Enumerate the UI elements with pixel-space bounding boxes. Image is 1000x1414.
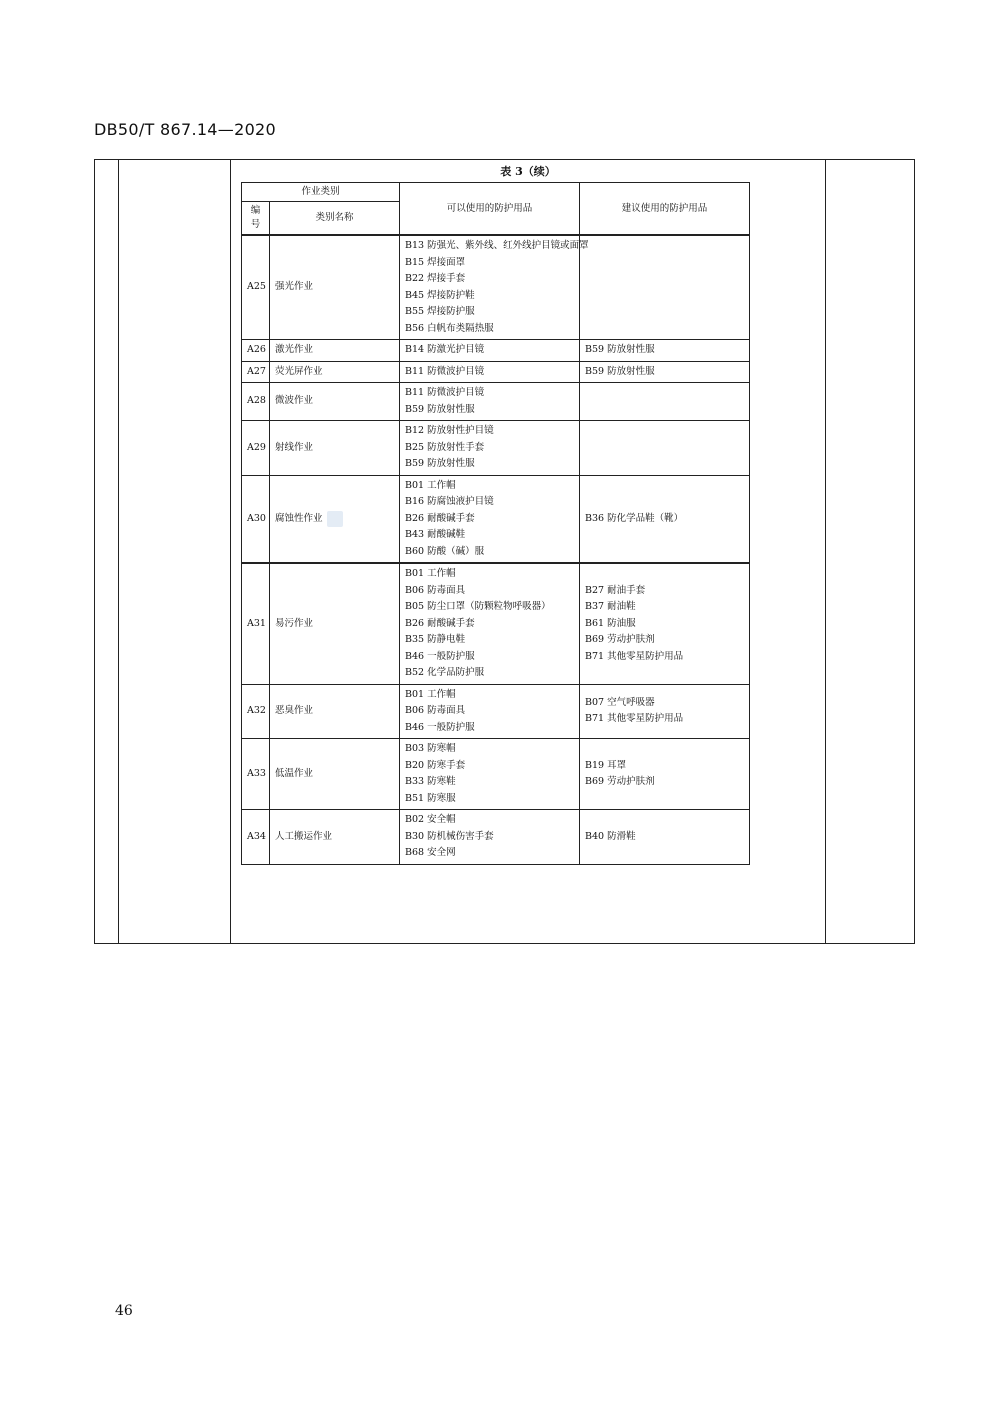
table-row <box>242 810 750 865</box>
row-usable-items <box>400 684 580 739</box>
recommended-item: B36 防化学品鞋（靴） <box>585 512 684 524</box>
usable-item: B56 白帆布类隔热服 <box>405 322 494 334</box>
usable-item: B33 防寒鞋 <box>405 776 456 787</box>
row-recommended-items <box>580 421 750 476</box>
usable-item: B06 防毒面具 <box>405 584 466 596</box>
recommended-item: B71 其他零星防护用品 <box>585 713 684 725</box>
recommended-item: B59 防放射性服 <box>585 344 655 355</box>
usable-item: B15 焊接面罩 <box>405 256 466 268</box>
row-category-name: 恶臭作业 <box>270 684 400 739</box>
table-row <box>242 340 750 362</box>
row-usable-items <box>400 383 580 421</box>
usable-item: B59 防放射性服 <box>405 403 475 415</box>
document-id: DB50/T 867.14—2020 <box>94 120 277 139</box>
usable-item: B59 防放射性服 <box>405 458 475 469</box>
column-divider <box>118 160 119 943</box>
row-code: A28 <box>242 383 270 421</box>
usable-item: B52 化学品防护服 <box>405 667 485 678</box>
usable-item: B20 防寒手套 <box>405 759 466 771</box>
table-row <box>242 684 750 739</box>
row-code: A31 <box>242 563 270 684</box>
row-usable-items <box>400 361 580 383</box>
row-usable-items <box>400 739 580 810</box>
row-usable-items <box>400 475 580 563</box>
recommended-item: B71 其他零星防护用品 <box>585 650 684 662</box>
usable-item: B51 防寒服 <box>405 792 456 804</box>
usable-item: B43 耐酸碱鞋 <box>405 529 466 540</box>
table-row <box>242 383 750 421</box>
usable-item: B01 工作帽 <box>405 479 456 491</box>
usable-item: B26 耐酸碱手套 <box>405 512 475 524</box>
row-recommended-items <box>580 563 750 684</box>
row-recommended-items <box>580 235 750 340</box>
table-row <box>242 475 750 563</box>
column-divider <box>825 160 826 943</box>
header-code: 编号 <box>242 202 270 236</box>
recommended-item: B61 防油服 <box>585 617 636 629</box>
row-category-name: 人工搬运作业 <box>270 810 400 865</box>
usable-item: B03 防寒帽 <box>405 743 456 754</box>
table-row <box>242 421 750 476</box>
recommended-item: B40 防滑鞋 <box>585 830 636 842</box>
watermark-icon <box>327 511 343 527</box>
usable-item: B12 防放射性护目镜 <box>405 425 494 436</box>
row-code: A30 <box>242 475 270 563</box>
row-usable-items <box>400 340 580 362</box>
recommended-item: B07 空气呼吸器 <box>585 696 655 708</box>
header-recommended: 建议使用的防护用品 <box>580 183 750 236</box>
row-category-name: 低温作业 <box>270 739 400 810</box>
row-recommended-items <box>580 810 750 865</box>
header-category: 作业类别 <box>242 183 400 202</box>
row-category-name: 腐蚀性作业 <box>270 475 400 563</box>
row-code: A33 <box>242 739 270 810</box>
row-usable-items <box>400 563 580 684</box>
usable-item: B30 防机械伤害手套 <box>405 830 494 842</box>
table-title: 表 3（续） <box>500 165 556 178</box>
header-usable: 可以使用的防护用品 <box>400 183 580 236</box>
row-category-name: 微波作业 <box>270 383 400 421</box>
row-usable-items <box>400 810 580 865</box>
recommended-item: B19 耳罩 <box>585 759 627 771</box>
row-recommended-items <box>580 739 750 810</box>
table-row <box>242 563 750 684</box>
row-usable-items <box>400 235 589 340</box>
row-code: A25 <box>242 235 270 340</box>
row-code: A32 <box>242 684 270 739</box>
usable-item: B46 一般防护服 <box>405 721 475 733</box>
row-recommended-items <box>580 361 750 383</box>
protective-equipment-table <box>241 182 750 865</box>
row-recommended-items <box>580 383 750 421</box>
row-recommended-items <box>580 684 750 739</box>
recommended-item: B37 耐油鞋 <box>585 601 636 612</box>
usable-item: B01 工作帽 <box>405 688 456 700</box>
recommended-item: B69 劳动护肤剂 <box>585 634 655 645</box>
recommended-item: B59 防放射性服 <box>585 365 655 377</box>
usable-item: B46 一般防护服 <box>405 650 475 662</box>
usable-item: B60 防酸（碱）服 <box>405 545 485 557</box>
usable-item: B11 防微波护目镜 <box>405 387 485 398</box>
usable-item: B02 安全帽 <box>405 814 456 825</box>
usable-item: B01 工作帽 <box>405 568 456 579</box>
usable-item: B68 安全网 <box>405 847 456 858</box>
table-row <box>242 361 750 383</box>
table-header-row <box>242 183 750 202</box>
table-row <box>242 739 750 810</box>
usable-item: B26 耐酸碱手套 <box>405 617 475 629</box>
row-usable-items <box>400 421 580 476</box>
usable-item: B16 防腐蚀液护目镜 <box>405 496 494 507</box>
row-code: A29 <box>242 421 270 476</box>
row-code: A26 <box>242 340 270 362</box>
row-category-name: 激光作业 <box>270 340 400 362</box>
usable-item: B11 防微波护目镜 <box>405 365 485 377</box>
page-number: 46 <box>115 1303 133 1319</box>
row-category-name: 易污作业 <box>270 563 400 684</box>
recommended-item: B69 劳动护肤剂 <box>585 776 655 787</box>
row-category-name: 射线作业 <box>270 421 400 476</box>
row-recommended-items <box>580 340 750 362</box>
table-row <box>242 235 750 340</box>
recommended-item: B27 耐油手套 <box>585 584 646 596</box>
usable-item: B05 防尘口罩（防颗粒物呼吸器） <box>405 601 551 612</box>
usable-item: B45 焊接防护鞋 <box>405 289 475 301</box>
row-code: A27 <box>242 361 270 383</box>
row-category-name: 荧光屏作业 <box>270 361 400 383</box>
usable-item: B22 焊接手套 <box>405 273 466 284</box>
header-name: 类别名称 <box>270 202 400 236</box>
usable-item: B25 防放射性手套 <box>405 441 485 453</box>
usable-item: B14 防激光护目镜 <box>405 344 485 355</box>
row-code: A34 <box>242 810 270 865</box>
usable-item: B35 防静电鞋 <box>405 634 466 645</box>
usable-item: B06 防毒面具 <box>405 705 466 716</box>
row-category-name: 强光作业 <box>270 235 400 340</box>
usable-item: B13 防强光、紫外线、红外线护目镜或面罩 <box>405 240 589 251</box>
row-recommended-items <box>580 475 750 563</box>
usable-item: B55 焊接防护服 <box>405 306 475 317</box>
embedded-table-image <box>231 159 825 944</box>
